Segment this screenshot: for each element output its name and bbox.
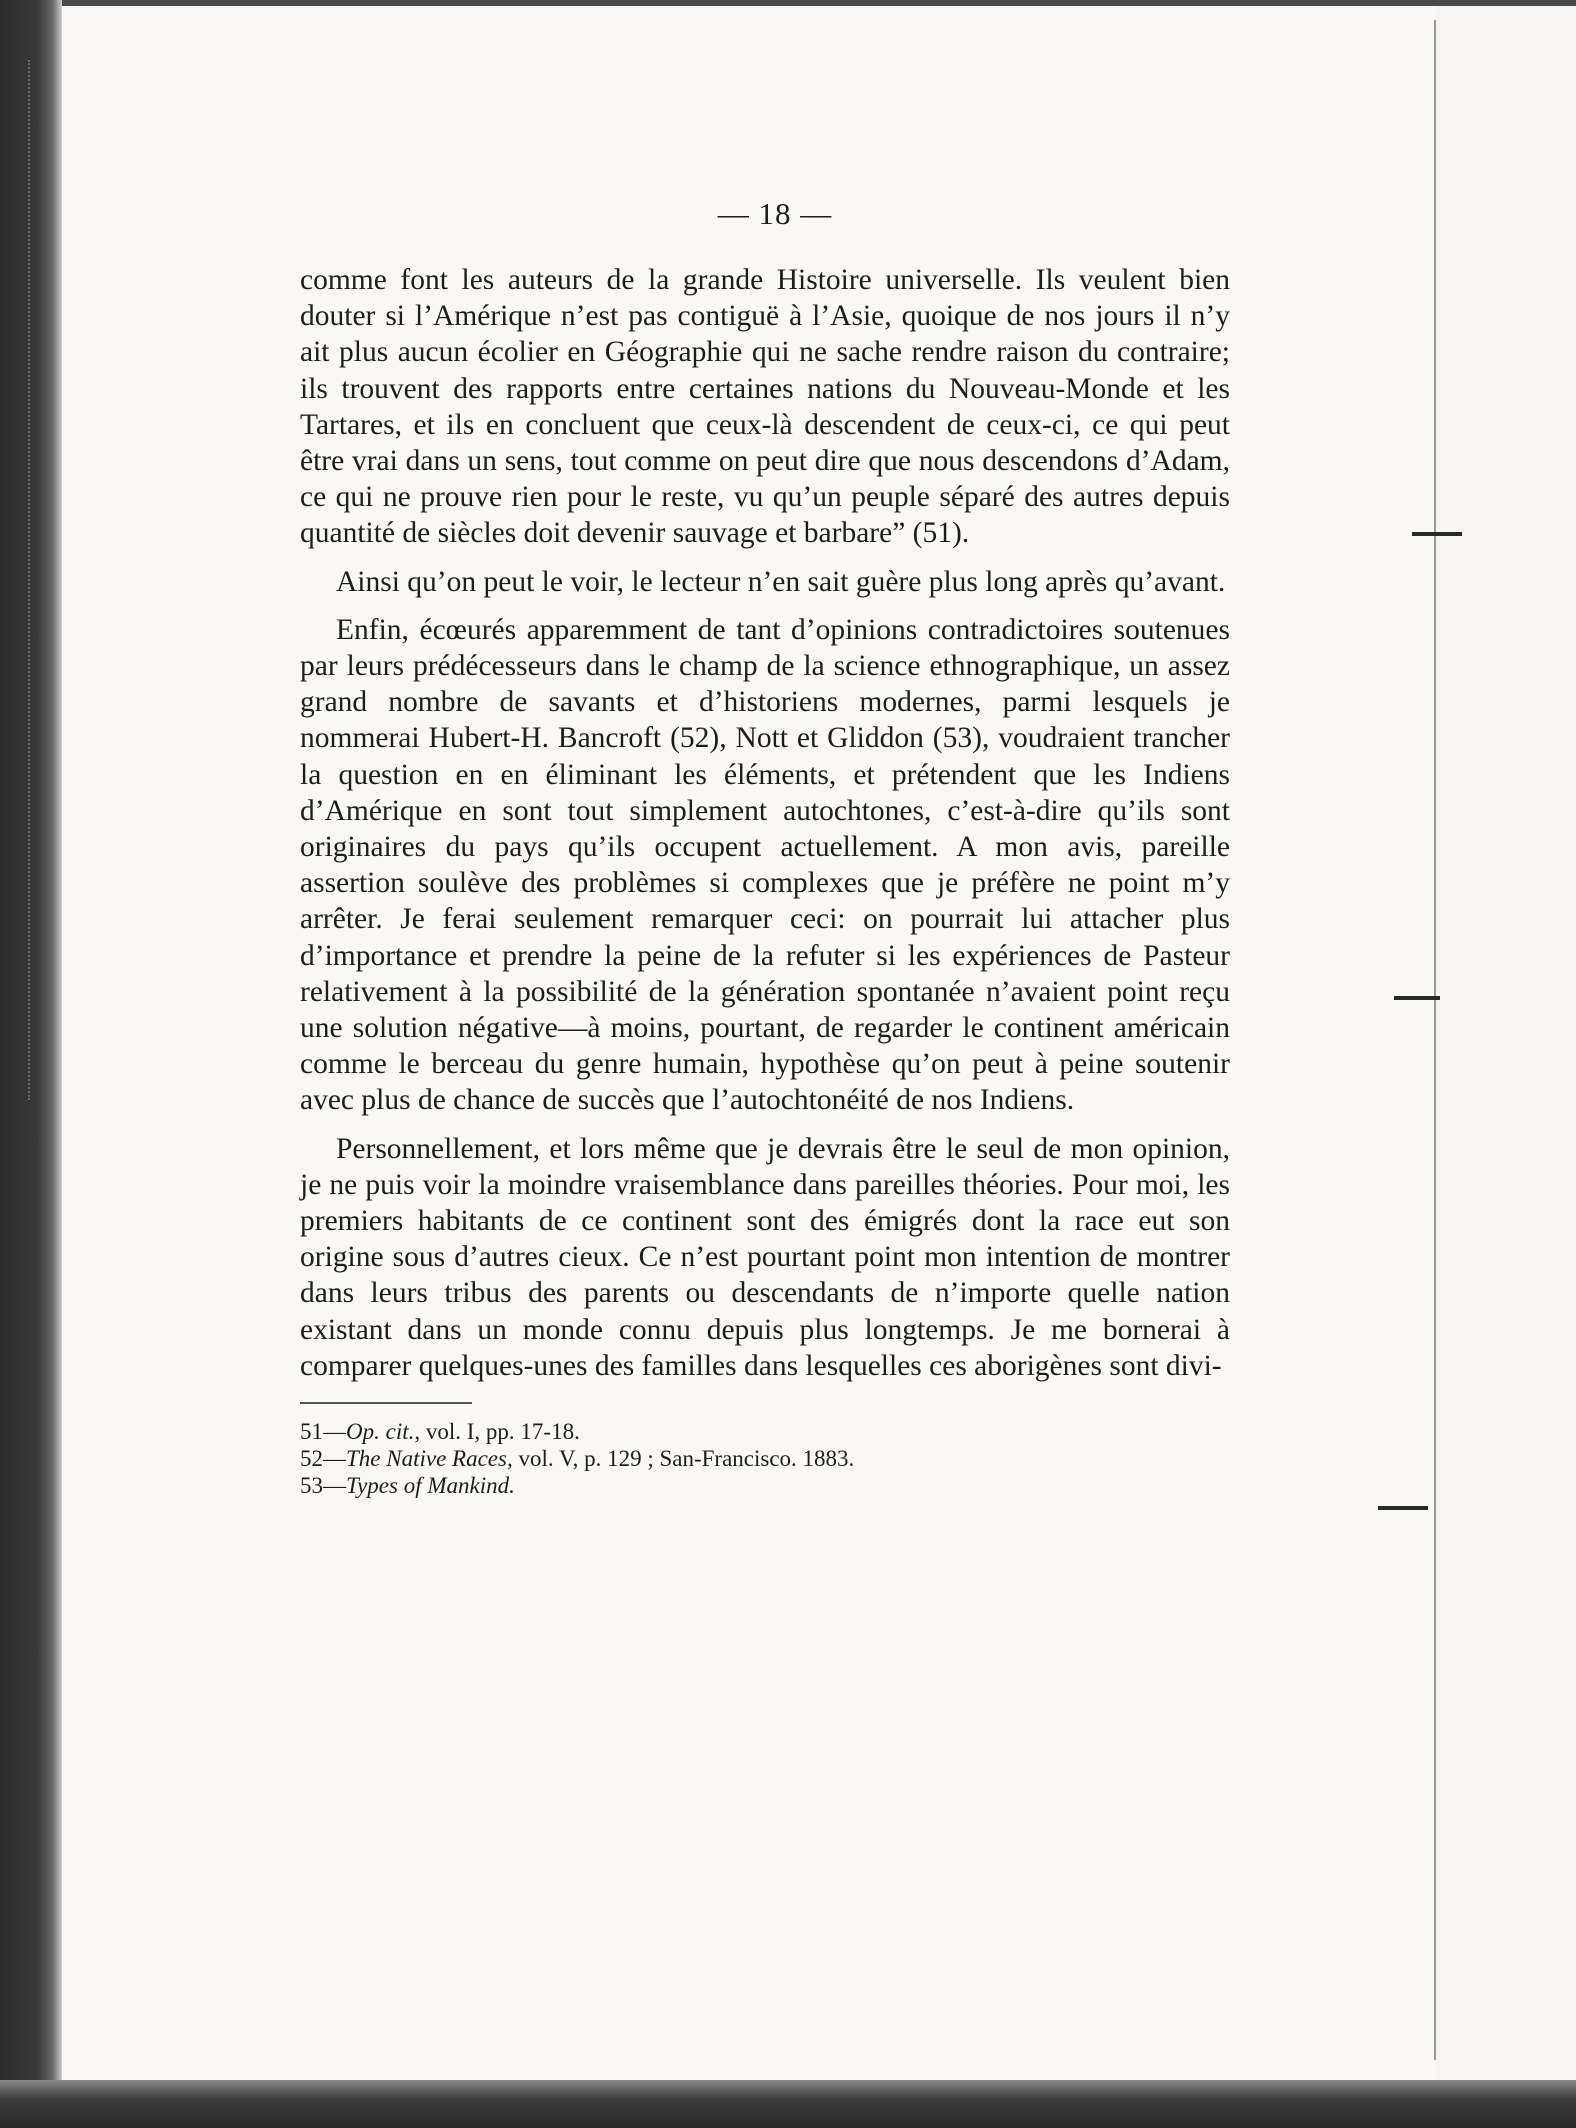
footnote-number: 51— <box>300 1418 346 1444</box>
paragraph: Enfin, écœurés apparemment de tant d’opinions contradictoires soutenues par leurs prédécesseurs dans le champ de la science ethnographique, un assez grand nombre de savants et d’historiens modernes, parmi lesquels je nommerai Hubert-H. Bancroft (52), Nott et Gliddon (53), voudraient trancher la question en en éliminant les éléments, et prétendent que les Indiens d’Amérique en sont tout simplement autochtones, c’est-à-dire qu’ils sont originaires du pays qu’ils occupent actuellement. A mon avis, pareille assertion soulève des problèmes si complexes que je préfère ne point m’y arrêter. Je ferai seulement remarquer ceci: on pourrait lui attacher plus d’importance et prendre la peine de la refuter si les expériences de Pasteur relativement à la possibilité de la génération spontanée n’avaient point reçu une solution négative—à moins, pourtant, de regarder le continent américain comme le berceau du genre humain, hypothèse qu’on peut à peine soutenir avec plus de chance de succès que l’autochtonéité de nos Indiens. <box>300 613 1230 1117</box>
scan-bottom-border <box>0 2080 1576 2128</box>
footnote <box>300 1418 1230 1445</box>
footnote-title: Types of Mankind. <box>346 1472 515 1498</box>
footnote-number: 53— <box>300 1472 346 1498</box>
edge-tick-mark <box>1378 1506 1428 1510</box>
page-edge-line <box>1434 20 1436 2060</box>
footnote-number: 52— <box>300 1445 346 1471</box>
edge-tick-mark <box>1394 996 1440 1000</box>
footnote-title: Op. cit. <box>346 1418 415 1444</box>
paragraph: comme font les auteurs de la grande Histoire universelle. Ils veulent bien douter si l’Amérique n’est pas contiguë à l’Asie, quoique de nos jours il n’y ait plus aucun écolier en Géographie qui ne sache rendre raison du contraire; ils trouvent des rapports entre certaines nations du Nouveau-Monde et les Tartares, et ils en concluent que ceux-là descendent de ceux-ci, ce qui peut être vrai dans un sens, tout comme on peut dire que nous descendons d’Adam, ce qui ne prouve rien pour le reste, vu qu’un peuple séparé des autres depuis quantité de siècles doit devenir sauvage et barbare” (51). <box>300 264 1230 550</box>
footnote <box>300 1445 1230 1472</box>
binding-stitch <box>28 60 44 1100</box>
footnote-text: , vol. I, pp. 17-18. <box>414 1418 580 1444</box>
page-number: — 18 — <box>717 196 833 231</box>
footnote-title: The Native Races, <box>346 1445 513 1471</box>
paragraph: Ainsi qu’on peut le voir, le lecteur n’en sait guère plus long après qu’avant. <box>336 565 1226 598</box>
footnote-divider <box>300 1402 472 1404</box>
edge-tick-mark <box>1412 532 1462 536</box>
footnote-text: vol. V, p. 129 ; San-Francisco. 1883. <box>512 1445 855 1471</box>
page-edge-shade <box>1436 6 1576 2080</box>
footnote <box>300 1472 1230 1499</box>
page-content <box>300 196 1230 1499</box>
paragraph: Personnellement, et lors même que je devrais être le seul de mon opinion, je ne puis voir la moindre vraisemblance dans pareilles théories. Pour moi, les premiers habitants de ce continent sont des émigrés dont la race eut son origine sous d’autres cieux. Ce n’est pourtant point mon intention de montrer dans leurs tribus des parents ou descendants de n’importe quelle nation existant dans un monde connu depuis plus longtemps. Je me bornerai à comparer quelques-unes des familles dans lesquelles ces aborigènes sont divi- <box>300 1132 1230 1382</box>
